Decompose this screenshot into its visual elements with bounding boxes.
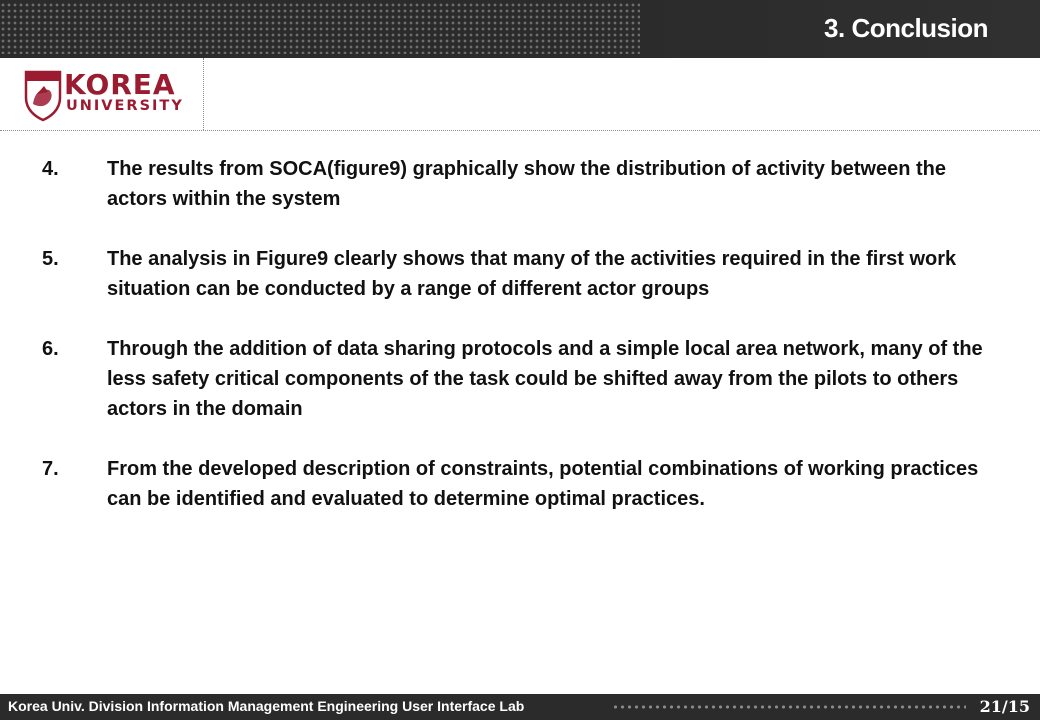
logo-divider <box>203 58 204 130</box>
logo-wordmark-korea: KOREA <box>64 68 176 101</box>
item-text: The results from SOCA(figure9) graphically show the distribution of activity between the actors within the system <box>107 158 947 210</box>
list-item <box>42 154 1002 214</box>
logo-wordmark-university: UNIVERSITY <box>66 98 184 114</box>
page-number: 21/15 <box>979 697 1030 716</box>
item-number: 7. <box>42 458 59 480</box>
item-text: From the developed description of constraints, potential combinations of working practices can be identified and evaluated to determine optimal practices. <box>107 458 979 510</box>
list-item <box>42 454 1002 514</box>
header-rule <box>0 130 1040 131</box>
conclusion-list <box>42 154 1002 544</box>
item-number: 6. <box>42 338 59 360</box>
footer-dot-pattern <box>612 703 966 711</box>
item-text: Through the addition of data sharing protocols and a simple local area network, many of the less safety critical components of the task could be shifted away from the pilots to others actors in the domain <box>107 338 983 420</box>
header-bar <box>0 0 1040 58</box>
list-item <box>42 244 1002 304</box>
footer-bar <box>0 694 1040 720</box>
footer-lab-name: Korea Univ. Division Information Management Engineering User Interface Lab <box>8 698 525 714</box>
header-dot-pattern <box>0 2 640 54</box>
section-title: 3. Conclusion <box>824 13 988 43</box>
item-text: The analysis in Figure9 clearly shows that many of the activities required in the first work situation can be conducted by a range of different actor groups <box>107 248 957 300</box>
item-number: 5. <box>42 248 59 270</box>
list-item <box>42 334 1002 424</box>
item-number: 4. <box>42 158 59 180</box>
